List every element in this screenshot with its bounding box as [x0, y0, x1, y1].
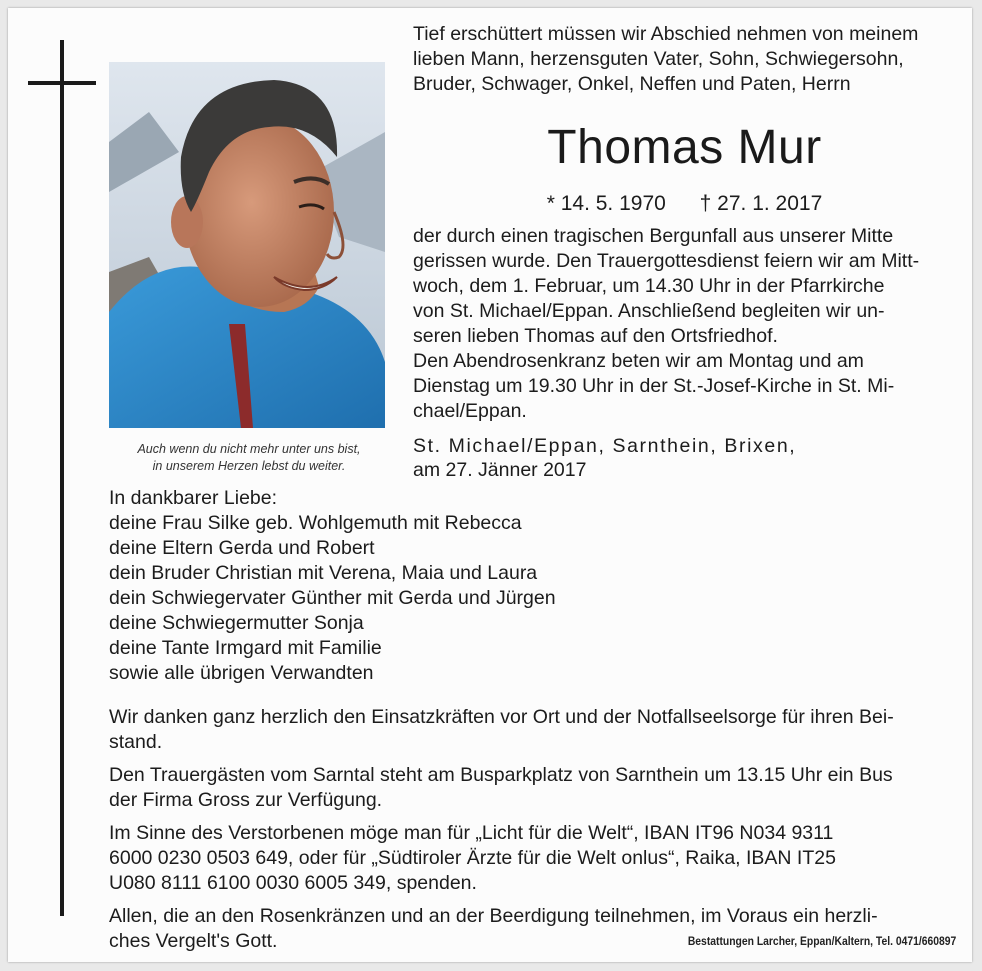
detail-line: der durch einen tragischen Bergunfall aus unserer Mitte — [413, 225, 894, 247]
obituary-notice — [8, 8, 972, 962]
paragraph-line: ches Vergelt's Gott. — [109, 930, 278, 952]
detail-line: seren lieben Thomas auf den Ortsfriedhof. — [413, 325, 778, 347]
caption-line: Auch wenn du nicht mehr unter uns bist, — [137, 442, 361, 456]
detail-line: woch, dem 1. Februar, um 14.30 Uhr in der Pfarrkirche — [413, 275, 885, 297]
caption-line: in unserem Herzen lebst du weiter. — [152, 459, 346, 473]
donation-paragraph — [109, 821, 955, 896]
detail-line: chael/Eppan. — [413, 400, 527, 422]
family-member: deine Tante Irmgard mit Familie — [109, 637, 382, 659]
photo-caption — [104, 441, 394, 475]
life-dates — [413, 190, 956, 218]
paragraph-line: stand. — [109, 731, 163, 753]
paragraph-line: U080 8111 6100 0030 6005 349, spenden. — [109, 872, 477, 894]
family-member: dein Bruder Christian mit Verena, Maia und Laura — [109, 562, 538, 584]
death-date: † 27. 1. 2017 — [699, 192, 823, 215]
cross-horizontal-bar — [28, 81, 96, 85]
birth-date: * 14. 5. 1970 — [546, 192, 666, 215]
intro-line: lieben Mann, herzensguten Vater, Sohn, Schwiegersohn, — [413, 48, 904, 70]
family-member: deine Eltern Gerda und Robert — [109, 537, 375, 559]
family-member: sowie alle übrigen Verwandten — [109, 662, 374, 684]
paragraph-line: 6000 0230 0503 649, oder für „Südtiroler Ärzte für die Welt onlus“, Raika, IBAN IT25 — [109, 847, 836, 869]
detail-line: Dienstag um 19.30 Uhr in der St.-Josef-Kirche in St. Mi- — [413, 375, 895, 397]
intro-line: Tief erschüttert müssen wir Abschied nehmen von meinem — [413, 23, 919, 45]
paragraph-line: Wir danken ganz herzlich den Einsatzkräften vor Ort und der Notfallseelsorge für ihren Bei- — [109, 706, 894, 728]
cross-vertical-bar — [60, 40, 64, 916]
family-member: dein Schwiegervater Günther mit Gerda und Jürgen — [109, 587, 556, 609]
paragraph-line: Im Sinne des Verstorbenen möge man für „Licht für die Welt“, IBAN IT96 N034 9311 — [109, 822, 834, 844]
detail-line: gerissen wurde. Den Trauergottesdienst feiern wir am Mitt- — [413, 250, 920, 272]
undertaker-credit: Bestattungen Larcher, Eppan/Kaltern, Tel. 0471/660897 — [687, 936, 956, 948]
funeral-details — [413, 224, 919, 424]
family-member: deine Frau Silke geb. Wohlgemuth mit Rebecca — [109, 512, 522, 534]
date-line: am 27. Jänner 2017 — [413, 459, 587, 481]
intro-line: Bruder, Schwager, Onkel, Neffen und Paten, Herrn — [413, 73, 851, 95]
paragraph-line: der Firma Gross zur Verfügung. — [109, 789, 383, 811]
thanks-paragraph — [109, 705, 955, 755]
portrait-illustration — [109, 62, 385, 428]
paragraph-line: Den Trauergästen vom Sarntal steht am Busparkplatz von Sarnthein um 13.15 Uhr ein Bus — [109, 764, 893, 786]
family-list — [109, 486, 556, 686]
detail-line: von St. Michael/Eppan. Anschließend begleiten wir un- — [413, 300, 885, 322]
deceased-name: Thomas Mur — [547, 121, 822, 174]
detail-line: Den Abendrosenkranz beten wir am Montag und am — [413, 350, 864, 372]
family-heading: In dankbarer Liebe: — [109, 487, 278, 509]
portrait-photo — [109, 62, 385, 428]
intro-text — [413, 22, 918, 97]
paragraph-line: Allen, die an den Rosenkränzen und an der Beerdigung teilnehmen, im Voraus ein herzli- — [109, 905, 878, 927]
family-member: deine Schwiegermutter Sonja — [109, 612, 364, 634]
place-line: St. Michael/Eppan, Sarnthein, Brixen, — [413, 435, 797, 457]
bus-paragraph — [109, 763, 955, 813]
